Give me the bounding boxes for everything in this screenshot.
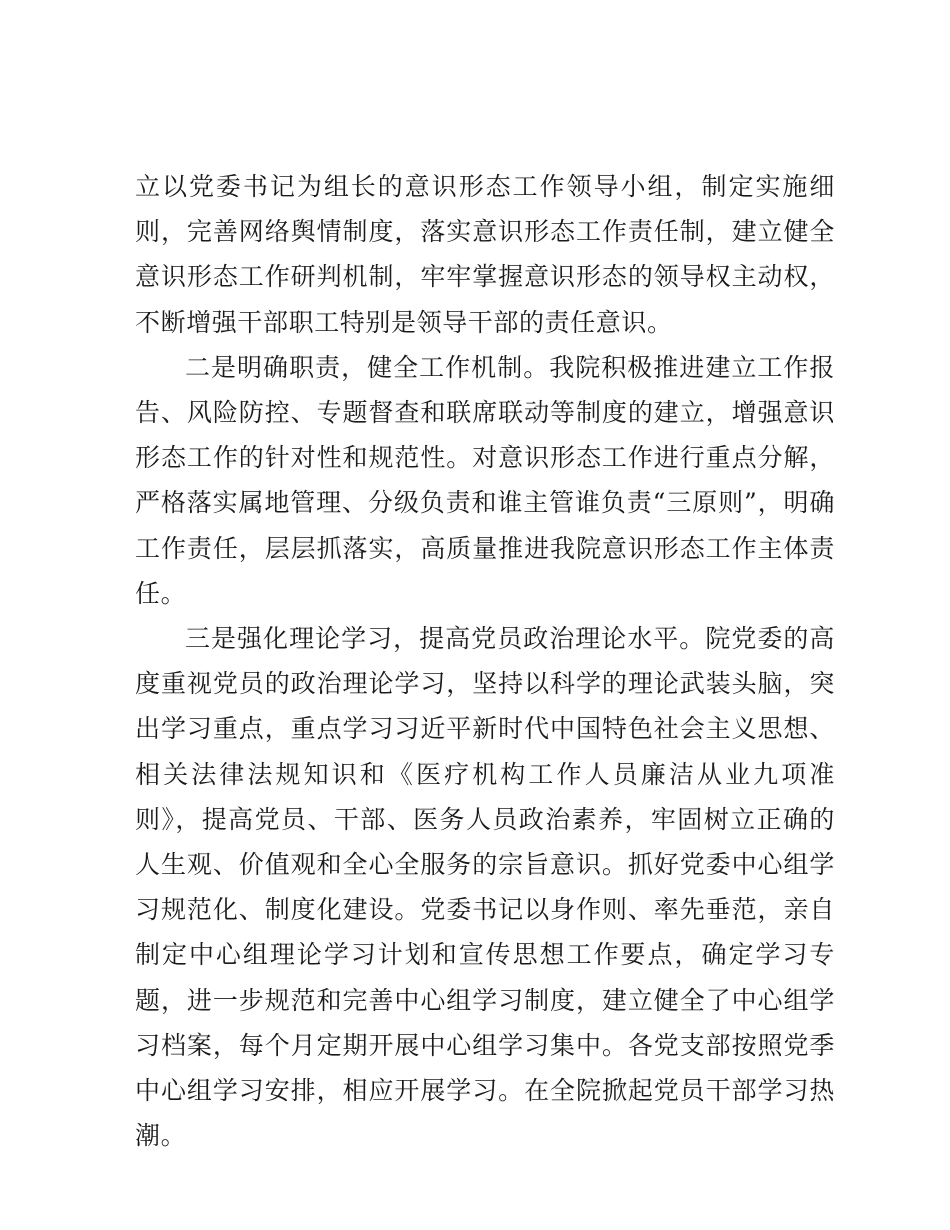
paragraph-clarify-duties: 二是明确职责，健全工作机制。我院积极推进建立工作报告、风险防控、专题督查和联席联动等制度的建立，增强意识形态工作的针对性和规范性。对意识形态工作进行重点分解，严格落实属地管理、分级负责和谁主管谁负责“三原则”，明确工作责任，层层抓落实，高质量推进我院意识形态工作主体责任。 (135, 352, 835, 608)
paragraph-theory-study: 三是强化理论学习，提高党员政治理论水平。院党委的高度重视党员的政治理论学习，坚持以科学的理论武装头脑，突出学习重点，重点学习习近平新时代中国特色社会主义思想、相关法律法规知识和《医疗机构工作人员廉洁从业九项准则》，提高党员、干部、医务人员政治素养，牢固树立正确的人生观、价值观和全心全服务的宗旨意识。抓好党委中心组学习规范化、制度化建设。党委书记以身作则、率先垂范，亲自制定中心组理论学习计划和宣传思想工作要点，确定学习专题，进一步规范和完善中心组学习制度，建立健全了中心组学习档案，每个月定期开展中心组学习集中。各党支部按照党季中心组学习安排，相应开展学习。在全院掀起党员干部学习热潮。 (135, 624, 835, 1151)
document-body (135, 164, 835, 1158)
paragraph-leadership-group: 立以党委书记为组长的意识形态工作领导小组，制定实施细则，完善网络舆情制度，落实意识形态工作责任制，建立健全意识形态工作研判机制，牢牢掌握意识形态的领导权主动权，不断增强干部职工特别是领导干部的责任意识。 (135, 172, 835, 337)
